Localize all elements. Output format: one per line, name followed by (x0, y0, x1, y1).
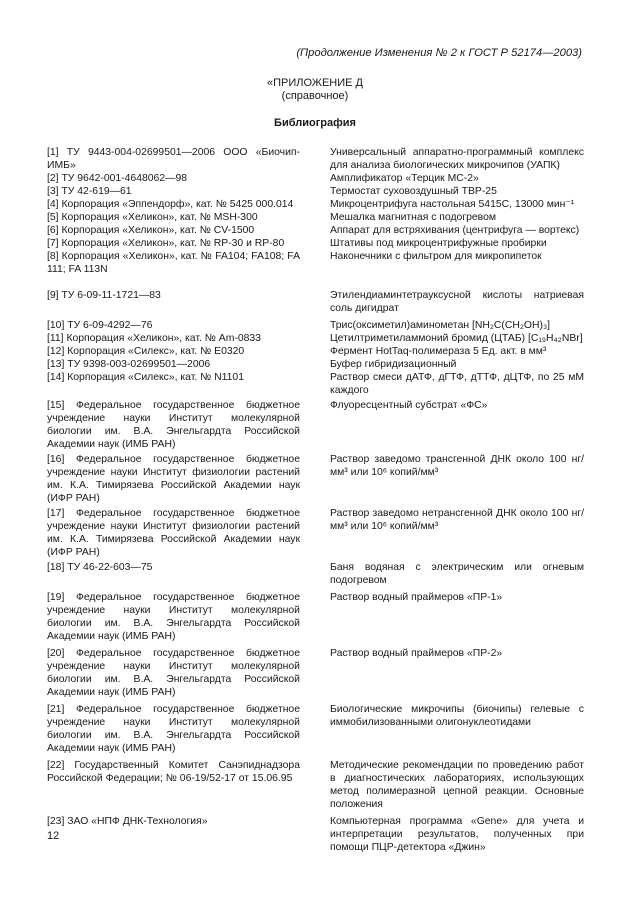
bibliography-item: Раствор заведомо трансгенной ДНК около 100 нг/мм³ или 10⁶ копий/мм³ (330, 454, 584, 478)
bibliography-source: [9] ТУ 6-09-11-1721—83 (47, 290, 161, 301)
bibliography-row (47, 237, 584, 250)
header-note: (Продолжение Изменения № 2 к ГОСТ Р 52174—2003) (296, 47, 582, 59)
bibliography-item: Раствор водный праймеров «ПР-2» (330, 648, 503, 659)
appendix-title: «ПРИЛОЖЕНИЕ Д (267, 77, 363, 89)
bibliography-source: [23] ЗАО «НПФ ДНК-Технология» (47, 816, 208, 827)
bibliography-title: Библиография (274, 117, 356, 129)
bibliography-item: Штативы под микроцентрифужные пробирки (330, 238, 547, 249)
bibliography-row (47, 399, 584, 451)
bibliography-row (47, 185, 584, 198)
bibliography-item: Буфер гибридизационный (330, 359, 457, 370)
bibliography-row (47, 250, 584, 276)
bibliography-item: Цетилтриметиламмоний бромид (ЦТАБ) [C₁₉H₄₂NBr] (330, 333, 583, 344)
bibliography-source: [21] Федеральное государственное бюджетное учреждение науки Институт молекулярной биологии им. В.А. Энгельгардта Российской Академии наук (ИМБ РАН) (47, 704, 300, 754)
bibliography-row (47, 224, 584, 237)
bibliography-item: Баня водяная с электрическим или огневым подогревом (330, 562, 584, 586)
bibliography-source: [3] ТУ 42-619—61 (47, 186, 132, 197)
bibliography-source: [4] Корпорация «Эппендорф», кат. № 5425 000.014 (47, 199, 294, 210)
bibliography-row (47, 703, 584, 755)
bibliography-row (47, 332, 584, 345)
bibliography-item: Наконечники с фильтром для микропипеток (330, 251, 542, 262)
bibliography-source: [5] Корпорация «Хеликон», кат. № MSH-300 (47, 212, 258, 223)
bibliography-source: [6] Корпорация «Хеликон», кат. № CV-1500 (47, 225, 255, 236)
bibliography-source: [16] Федеральное государственное бюджетное учреждение науки Институт физиологии растений им. К.А. Тимирязева Российской Академии наук (ИФР РАН) (47, 454, 300, 504)
bibliography-source: [13] ТУ 9398-003-02699501—2006 (47, 359, 211, 370)
bibliography-row (47, 198, 584, 211)
bibliography-row (47, 815, 584, 854)
bibliography-source: [15] Федеральное государственное бюджетное учреждение науки Институт молекулярной биологии им. В.А. Энгельгардта Российской Академии наук (ИМБ РАН) (47, 400, 300, 450)
bibliography-item: Раствор смеси дАТФ, дГТФ, дТТФ, дЦТФ, по 25 мМ каждого (330, 372, 584, 396)
bibliography-item: Этилендиаминтетрауксусной кислоты натриевая соль дигидрат (330, 290, 584, 314)
appendix-heading (0, 77, 630, 103)
bibliography-item: Аппарат для встряхивания (центрифуга — вортекс) (330, 225, 580, 236)
bibliography-list (47, 146, 584, 854)
bibliography-source: [12] Корпорация «Силекс», кат. № E0320 (47, 346, 245, 357)
bibliography-item: Методические рекомендации по проведению работ в диагностических лабораториях, использующих метод полимеразной цепной реакции. Основные положения (330, 760, 584, 810)
bibliography-source: [18] ТУ 46-22-603—75 (47, 562, 153, 573)
bibliography-row (47, 453, 584, 505)
bibliography-item: Биологические микрочипы (биочипы) гелевые с иммобилизованными олигонуклеотидами (330, 704, 584, 728)
bibliography-item: Раствор водный праймеров «ПР-1» (330, 592, 503, 603)
bibliography-source: [2] ТУ 9642-001-4648062—98 (47, 173, 188, 184)
bibliography-row (47, 371, 584, 397)
page-number: 12 (47, 830, 60, 842)
bibliography-item: Фермент HotTaq-полимераза 5 Ед. акт. в мм³ (330, 346, 547, 357)
bibliography-source: [19] Федеральное государственное бюджетное учреждение науки Институт молекулярной биологии им. В.А. Энгельгардта Российской Академии наук (ИМБ РАН) (47, 592, 300, 642)
bibliography-item: Компьютерная программа «Gene» для учета и интерпретации результатов, полученных при помощи ПЦР-детектора «Джин» (330, 816, 584, 853)
bibliography-source: [7] Корпорация «Хеликон», кат. № RP-30 и RP-80 (47, 238, 285, 249)
bibliography-source: [17] Федеральное государственное бюджетное учреждение науки Институт физиологии растений им. К.А. Тимирязева Российской Академии наук (ИФР РАН) (47, 508, 300, 558)
bibliography-item: Термостат суховоздушный ТВР-25 (330, 186, 497, 197)
bibliography-row (47, 345, 584, 358)
bibliography-item: Мешалка магнитная с подогревом (330, 212, 496, 223)
bibliography-row (47, 759, 584, 811)
bibliography-row (47, 319, 584, 332)
appendix-subtitle: (справочное) (281, 90, 349, 102)
bibliography-row (47, 146, 584, 172)
bibliography-row (47, 172, 584, 185)
bibliography-source: [11] Корпорация «Хеликон», кат. № Am-0833 (47, 333, 261, 344)
bibliography-item: Универсальный аппаратно-программный комплекс для анализа биологических микрочипов (УАПК) (330, 147, 584, 171)
bibliography-item: Трис(оксиметил)аминометан [NH₂C(CH₂OH)₃] (330, 320, 551, 331)
bibliography-source: [20] Федеральное государственное бюджетное учреждение науки Институт молекулярной биологии им. В.А. Энгельгардта Российской Академии наук (ИМБ РАН) (47, 648, 300, 698)
bibliography-row (47, 507, 584, 559)
bibliography-item: Флуоресцентный субстрат «ФС» (330, 400, 488, 411)
bibliography-row (47, 647, 584, 699)
bibliography-item: Раствор заведомо нетрансгенной ДНК около 100 нг/мм³ или 10⁶ копий/мм³ (330, 508, 584, 532)
bibliography-row (47, 561, 584, 587)
bibliography-item: Амплификатор «Терцик МС-2» (330, 173, 479, 184)
bibliography-source: [14] Корпорация «Силекс», кат. № N1101 (47, 372, 244, 383)
bibliography-row (47, 358, 584, 371)
bibliography-source: [22] Государственный Комитет Санэпиднадзора Российской Федерации; № 06-19/52-17 от 15.06.95 (47, 760, 300, 784)
bibliography-source: [10] ТУ 6-09-4292—76 (47, 320, 153, 331)
bibliography-item: Микроцентрифуга настольная 5415С, 13000 мин⁻¹ (330, 199, 575, 210)
bibliography-row (47, 591, 584, 643)
bibliography-row (47, 289, 584, 315)
bibliography-source: [1] ТУ 9443-004-02699501—2006 ООО «Биочип-ИМБ» (47, 147, 300, 171)
bibliography-row (47, 211, 584, 224)
bibliography-source: [8] Корпорация «Хеликон», кат. № FA104; FA108; FA 111; FA 113N (47, 251, 300, 275)
